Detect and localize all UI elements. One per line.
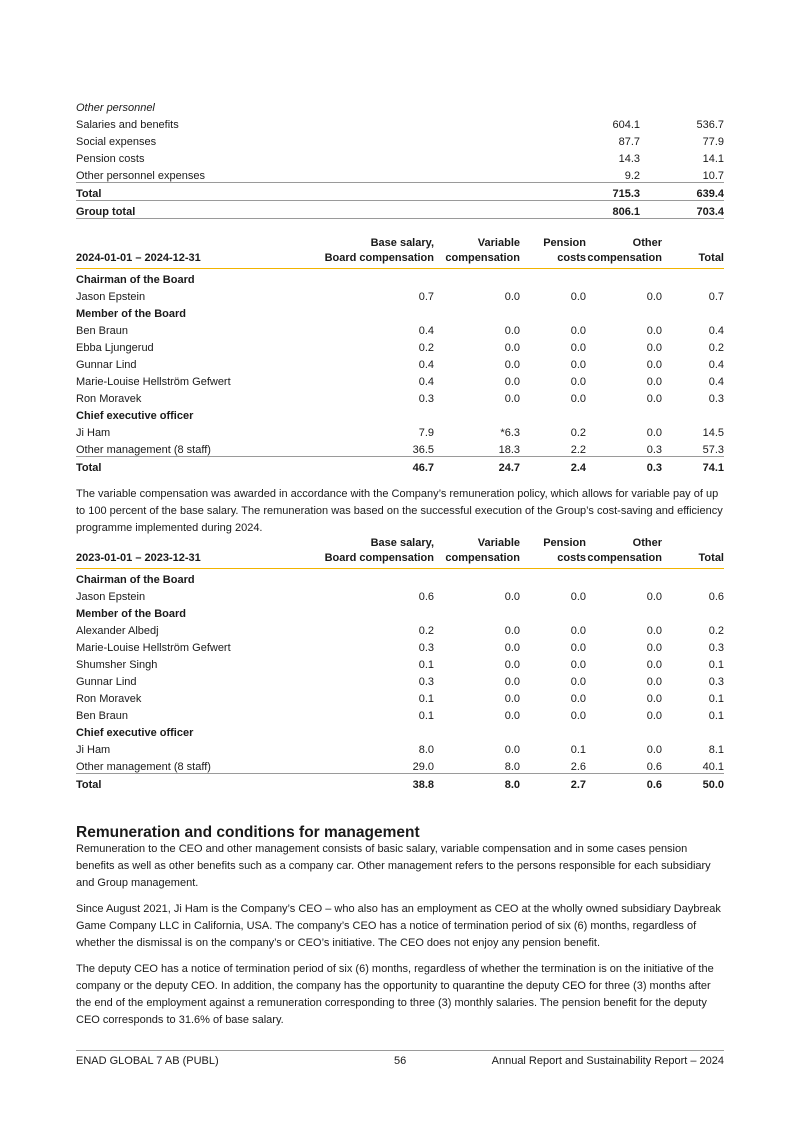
row-label: Ron Moravek bbox=[76, 393, 142, 405]
table-row bbox=[76, 637, 724, 654]
base-salary-value: 8.0 bbox=[418, 744, 434, 756]
table-row bbox=[76, 422, 724, 439]
base-salary-value: 0.4 bbox=[418, 376, 434, 388]
page-number: 56 bbox=[394, 1055, 407, 1067]
other-compensation-value: 0.0 bbox=[646, 427, 662, 439]
base-salary-value: 38.8 bbox=[306, 774, 434, 792]
base-salary-value: 36.5 bbox=[412, 444, 434, 456]
other-compensation-value: 0.0 bbox=[646, 710, 662, 722]
total-value: 0.7 bbox=[708, 291, 724, 303]
value-prior-year: 10.7 bbox=[702, 170, 724, 182]
variable-compensation-value: 24.7 bbox=[434, 457, 520, 475]
pension-costs-value: 0.2 bbox=[570, 427, 586, 439]
other-compensation-value: 0.6 bbox=[586, 774, 662, 792]
variable-compensation-value: 0.0 bbox=[504, 659, 520, 671]
value-current-year: 604.1 bbox=[612, 119, 640, 131]
section-label: Other personnel bbox=[76, 102, 155, 114]
base-salary-value: 0.2 bbox=[418, 342, 434, 354]
row-label: Other management (8 staff) bbox=[76, 761, 211, 773]
other-compensation-value: 0.0 bbox=[646, 393, 662, 405]
section-row bbox=[76, 405, 724, 422]
other-compensation-value: 0.0 bbox=[646, 376, 662, 388]
value-prior-year: 77.9 bbox=[702, 136, 724, 148]
base-salary-value: 0.3 bbox=[418, 642, 434, 654]
table-row bbox=[76, 165, 724, 183]
pension-costs-header: Pension costs bbox=[520, 236, 586, 269]
row-label: Ben Braun bbox=[76, 325, 128, 337]
value-current-year: 715.3 bbox=[556, 183, 640, 201]
remuneration-heading: Remuneration and conditions for management bbox=[76, 824, 420, 841]
other-compensation-value: 0.0 bbox=[646, 342, 662, 354]
variable-compensation-value: 0.0 bbox=[504, 693, 520, 705]
variable-compensation-value: 0.0 bbox=[504, 376, 520, 388]
section-row bbox=[76, 303, 724, 320]
remuneration-paragraph-1: Remuneration to the CEO and other management consists of basic salary, variable compensation and in some cases pension benefits as well as other benefits such as a company car. Other management refers to the persons responsible for each subsidiary and Group management. bbox=[76, 843, 711, 889]
row-label: Group total bbox=[76, 201, 556, 219]
total-row bbox=[76, 457, 724, 475]
other-compensation-header: Other compensation bbox=[586, 536, 662, 569]
other-compensation-value: 0.3 bbox=[646, 444, 662, 456]
value-current-year: 14.3 bbox=[618, 153, 640, 165]
base-salary-value: 0.6 bbox=[418, 591, 434, 603]
pension-costs-value: 0.0 bbox=[570, 642, 586, 654]
pension-costs-value: 0.0 bbox=[570, 710, 586, 722]
base-salary-value: 29.0 bbox=[412, 761, 434, 773]
row-label: Alexander Albedj bbox=[76, 625, 159, 637]
variable-compensation-value: 8.0 bbox=[434, 774, 520, 792]
row-label: Total bbox=[76, 183, 556, 201]
row-label: Shumsher Singh bbox=[76, 659, 158, 671]
pension-costs-value: 0.0 bbox=[570, 591, 586, 603]
total-value: 0.2 bbox=[708, 342, 724, 354]
total-value: 74.1 bbox=[662, 457, 724, 475]
total-row bbox=[76, 774, 724, 792]
variable-compensation-header: Variable compensation bbox=[434, 236, 520, 269]
variable-compensation-value: *6.3 bbox=[500, 427, 520, 439]
total-value: 0.1 bbox=[708, 710, 724, 722]
table-row bbox=[76, 439, 724, 457]
personnel-expenses-table bbox=[76, 97, 724, 219]
table-row bbox=[76, 586, 724, 603]
total-value: 0.2 bbox=[708, 625, 724, 637]
variable-compensation-value: 0.0 bbox=[504, 359, 520, 371]
pension-costs-value: 0.0 bbox=[570, 342, 586, 354]
table-row bbox=[76, 671, 724, 688]
variable-compensation-value: 0.0 bbox=[504, 591, 520, 603]
total-value: 50.0 bbox=[662, 774, 724, 792]
row-label: Pension costs bbox=[76, 153, 145, 165]
total-value: 40.1 bbox=[702, 761, 724, 773]
section-label: Chief executive officer bbox=[76, 410, 194, 422]
pension-costs-value: 2.4 bbox=[520, 457, 586, 475]
section-row bbox=[76, 603, 724, 620]
value-prior-year: 536.7 bbox=[696, 119, 724, 131]
row-label: Ji Ham bbox=[76, 427, 111, 439]
total-value: 0.4 bbox=[708, 325, 724, 337]
row-label: Ebba Ljungerud bbox=[76, 342, 154, 354]
table-row bbox=[76, 114, 724, 131]
base-salary-value: 0.4 bbox=[418, 325, 434, 337]
base-salary-value: 0.1 bbox=[418, 659, 434, 671]
variable-compensation-value: 0.0 bbox=[504, 676, 520, 688]
value-prior-year: 639.4 bbox=[640, 183, 724, 201]
row-label: Gunnar Lind bbox=[76, 359, 137, 371]
value-prior-year: 14.1 bbox=[702, 153, 724, 165]
value-current-year: 806.1 bbox=[556, 201, 640, 219]
table-row bbox=[76, 620, 724, 637]
pension-costs-value: 0.0 bbox=[570, 376, 586, 388]
compensation-table-2024 bbox=[76, 236, 724, 474]
variable-compensation-value: 0.0 bbox=[504, 744, 520, 756]
total-value: 0.3 bbox=[708, 642, 724, 654]
other-compensation-value: 0.0 bbox=[646, 642, 662, 654]
row-label: Marie-Louise Hellström Gefwert bbox=[76, 376, 231, 388]
other-compensation-value: 0.0 bbox=[646, 291, 662, 303]
group-total-row bbox=[76, 201, 724, 219]
value-prior-year: 703.4 bbox=[640, 201, 724, 219]
section-label: Chairman of the Board bbox=[76, 274, 195, 286]
pension-costs-value: 0.0 bbox=[570, 325, 586, 337]
row-label: Salaries and benefits bbox=[76, 119, 179, 131]
variable-compensation-value: 0.0 bbox=[504, 625, 520, 637]
other-compensation-value: 0.0 bbox=[646, 744, 662, 756]
variable-compensation-header: Variable compensation bbox=[434, 536, 520, 569]
pension-costs-value: 0.0 bbox=[570, 625, 586, 637]
pension-costs-value: 2.6 bbox=[570, 761, 586, 773]
other-compensation-value: 0.0 bbox=[646, 359, 662, 371]
pension-costs-value: 0.0 bbox=[570, 393, 586, 405]
pension-costs-value: 2.2 bbox=[570, 444, 586, 456]
variable-compensation-value: 18.3 bbox=[498, 444, 520, 456]
pension-costs-value: 0.0 bbox=[570, 359, 586, 371]
other-compensation-value: 0.3 bbox=[586, 457, 662, 475]
period-header: 2024-01-01 – 2024-12-31 bbox=[76, 236, 306, 269]
other-compensation-value: 0.6 bbox=[646, 761, 662, 773]
row-label: Ji Ham bbox=[76, 744, 111, 756]
page-footer bbox=[76, 1050, 724, 1067]
footer-company: ENAD GLOBAL 7 AB (PUBL) bbox=[76, 1055, 219, 1067]
base-salary-value: 0.1 bbox=[418, 693, 434, 705]
base-salary-value: 0.4 bbox=[418, 359, 434, 371]
variable-compensation-value: 0.0 bbox=[504, 291, 520, 303]
value-current-year: 9.2 bbox=[624, 170, 640, 182]
table-row bbox=[76, 286, 724, 303]
section-row bbox=[76, 269, 724, 287]
base-salary-value: 46.7 bbox=[306, 457, 434, 475]
remuneration-paragraph-2: Since August 2021, Ji Ham is the Company’s CEO – who also has an employment as CEO at the wholly owned subsidiary Daybreak Game Company LLC in California, USA. The company’s CEO has a notice of termination period of six (6) months, regardless of whether the dismissal is on the company’s or CEO’s initiative. The CEO does not enjoy any pension benefit. bbox=[76, 903, 721, 949]
compensation-table-2023 bbox=[76, 536, 724, 791]
pension-costs-value: 0.0 bbox=[570, 693, 586, 705]
row-label: Jason Epstein bbox=[76, 291, 146, 303]
total-value: 0.4 bbox=[708, 376, 724, 388]
total-value: 0.3 bbox=[708, 676, 724, 688]
base-salary-value: 7.9 bbox=[418, 427, 434, 439]
pension-costs-value: 0.0 bbox=[570, 291, 586, 303]
other-compensation-value: 0.0 bbox=[646, 625, 662, 637]
row-label: Marie-Louise Hellström Gefwert bbox=[76, 642, 231, 654]
variable-compensation-value: 0.0 bbox=[504, 393, 520, 405]
remuneration-paragraph-3: The deputy CEO has a notice of termination period of six (6) months, regardless of whether the termination is on the initiative of the company or the deputy CEO. In addition, the company has the opportunity to quarantine the deputy CEO for three (3) months after the end of the employment against a remuneration corresponding to three (3) monthly salaries. The pension benefit for the deputy CEO corresponds to 31.6% of base salary. bbox=[76, 963, 714, 1026]
other-compensation-value: 0.0 bbox=[646, 591, 662, 603]
table-row bbox=[76, 705, 724, 722]
table-row bbox=[76, 320, 724, 337]
table-row bbox=[76, 337, 724, 354]
variable-compensation-value: 0.0 bbox=[504, 642, 520, 654]
base-salary-header: Base salary, Board compensation bbox=[306, 536, 434, 569]
period-header: 2023-01-01 – 2023-12-31 bbox=[76, 536, 306, 569]
row-label: Other personnel expenses bbox=[76, 170, 206, 182]
row-label: Total bbox=[76, 774, 306, 792]
table-row bbox=[76, 688, 724, 705]
other-compensation-value: 0.0 bbox=[646, 659, 662, 671]
table-row bbox=[76, 739, 724, 756]
section-row bbox=[76, 569, 724, 587]
total-value: 0.4 bbox=[708, 359, 724, 371]
total-value: 8.1 bbox=[708, 744, 724, 756]
section-label: Member of the Board bbox=[76, 308, 187, 320]
other-compensation-value: 0.0 bbox=[646, 676, 662, 688]
base-salary-value: 0.3 bbox=[418, 676, 434, 688]
total-value: 0.6 bbox=[708, 591, 724, 603]
table-row bbox=[76, 654, 724, 671]
total-row bbox=[76, 183, 724, 201]
variable-compensation-value: 0.0 bbox=[504, 710, 520, 722]
table-row bbox=[76, 131, 724, 148]
pension-costs-header: Pension costs bbox=[520, 536, 586, 569]
pension-costs-value: 0.0 bbox=[570, 659, 586, 671]
base-salary-value: 0.7 bbox=[418, 291, 434, 303]
row-label: Gunnar Lind bbox=[76, 676, 137, 688]
section-label: Chief executive officer bbox=[76, 727, 194, 739]
value-current-year: 87.7 bbox=[618, 136, 640, 148]
base-salary-value: 0.1 bbox=[418, 710, 434, 722]
pension-costs-value: 2.7 bbox=[520, 774, 586, 792]
variable-compensation-value: 8.0 bbox=[504, 761, 520, 773]
section-label: Chairman of the Board bbox=[76, 574, 195, 586]
row-label: Ben Braun bbox=[76, 710, 128, 722]
base-salary-value: 0.2 bbox=[418, 625, 434, 637]
footer-report-title: Annual Report and Sustainability Report – 2024 bbox=[491, 1055, 724, 1067]
section-label: Member of the Board bbox=[76, 608, 187, 620]
section-row bbox=[76, 97, 724, 114]
row-label: Total bbox=[76, 457, 306, 475]
table-row bbox=[76, 148, 724, 165]
variable-compensation-value: 0.0 bbox=[504, 325, 520, 337]
table-row bbox=[76, 354, 724, 371]
row-label: Jason Epstein bbox=[76, 591, 146, 603]
row-label: Social expenses bbox=[76, 136, 157, 148]
variable-compensation-note: The variable compensation was awarded in accordance with the Company’s remuneration policy, which allows for variable pay of up to 100 percent of the base salary. The remuneration was based on the successful execution of the Group’s cost-saving and efficiency programme implemented during 2024. bbox=[76, 488, 723, 534]
total-value: 57.3 bbox=[702, 444, 724, 456]
total-value: 0.1 bbox=[708, 659, 724, 671]
total-value: 14.5 bbox=[702, 427, 724, 439]
total-value: 0.3 bbox=[708, 393, 724, 405]
table-row bbox=[76, 371, 724, 388]
total-value: 0.1 bbox=[708, 693, 724, 705]
other-compensation-header: Other compensation bbox=[586, 236, 662, 269]
pension-costs-value: 0.1 bbox=[570, 744, 586, 756]
row-label: Other management (8 staff) bbox=[76, 444, 211, 456]
base-salary-header: Base salary, Board compensation bbox=[306, 236, 434, 269]
other-compensation-value: 0.0 bbox=[646, 693, 662, 705]
table-row bbox=[76, 756, 724, 774]
variable-compensation-value: 0.0 bbox=[504, 342, 520, 354]
other-compensation-value: 0.0 bbox=[646, 325, 662, 337]
row-label: Ron Moravek bbox=[76, 693, 142, 705]
pension-costs-value: 0.0 bbox=[570, 676, 586, 688]
section-row bbox=[76, 722, 724, 739]
total-header: Total bbox=[662, 536, 724, 569]
total-header: Total bbox=[662, 236, 724, 269]
base-salary-value: 0.3 bbox=[418, 393, 434, 405]
table-row bbox=[76, 388, 724, 405]
